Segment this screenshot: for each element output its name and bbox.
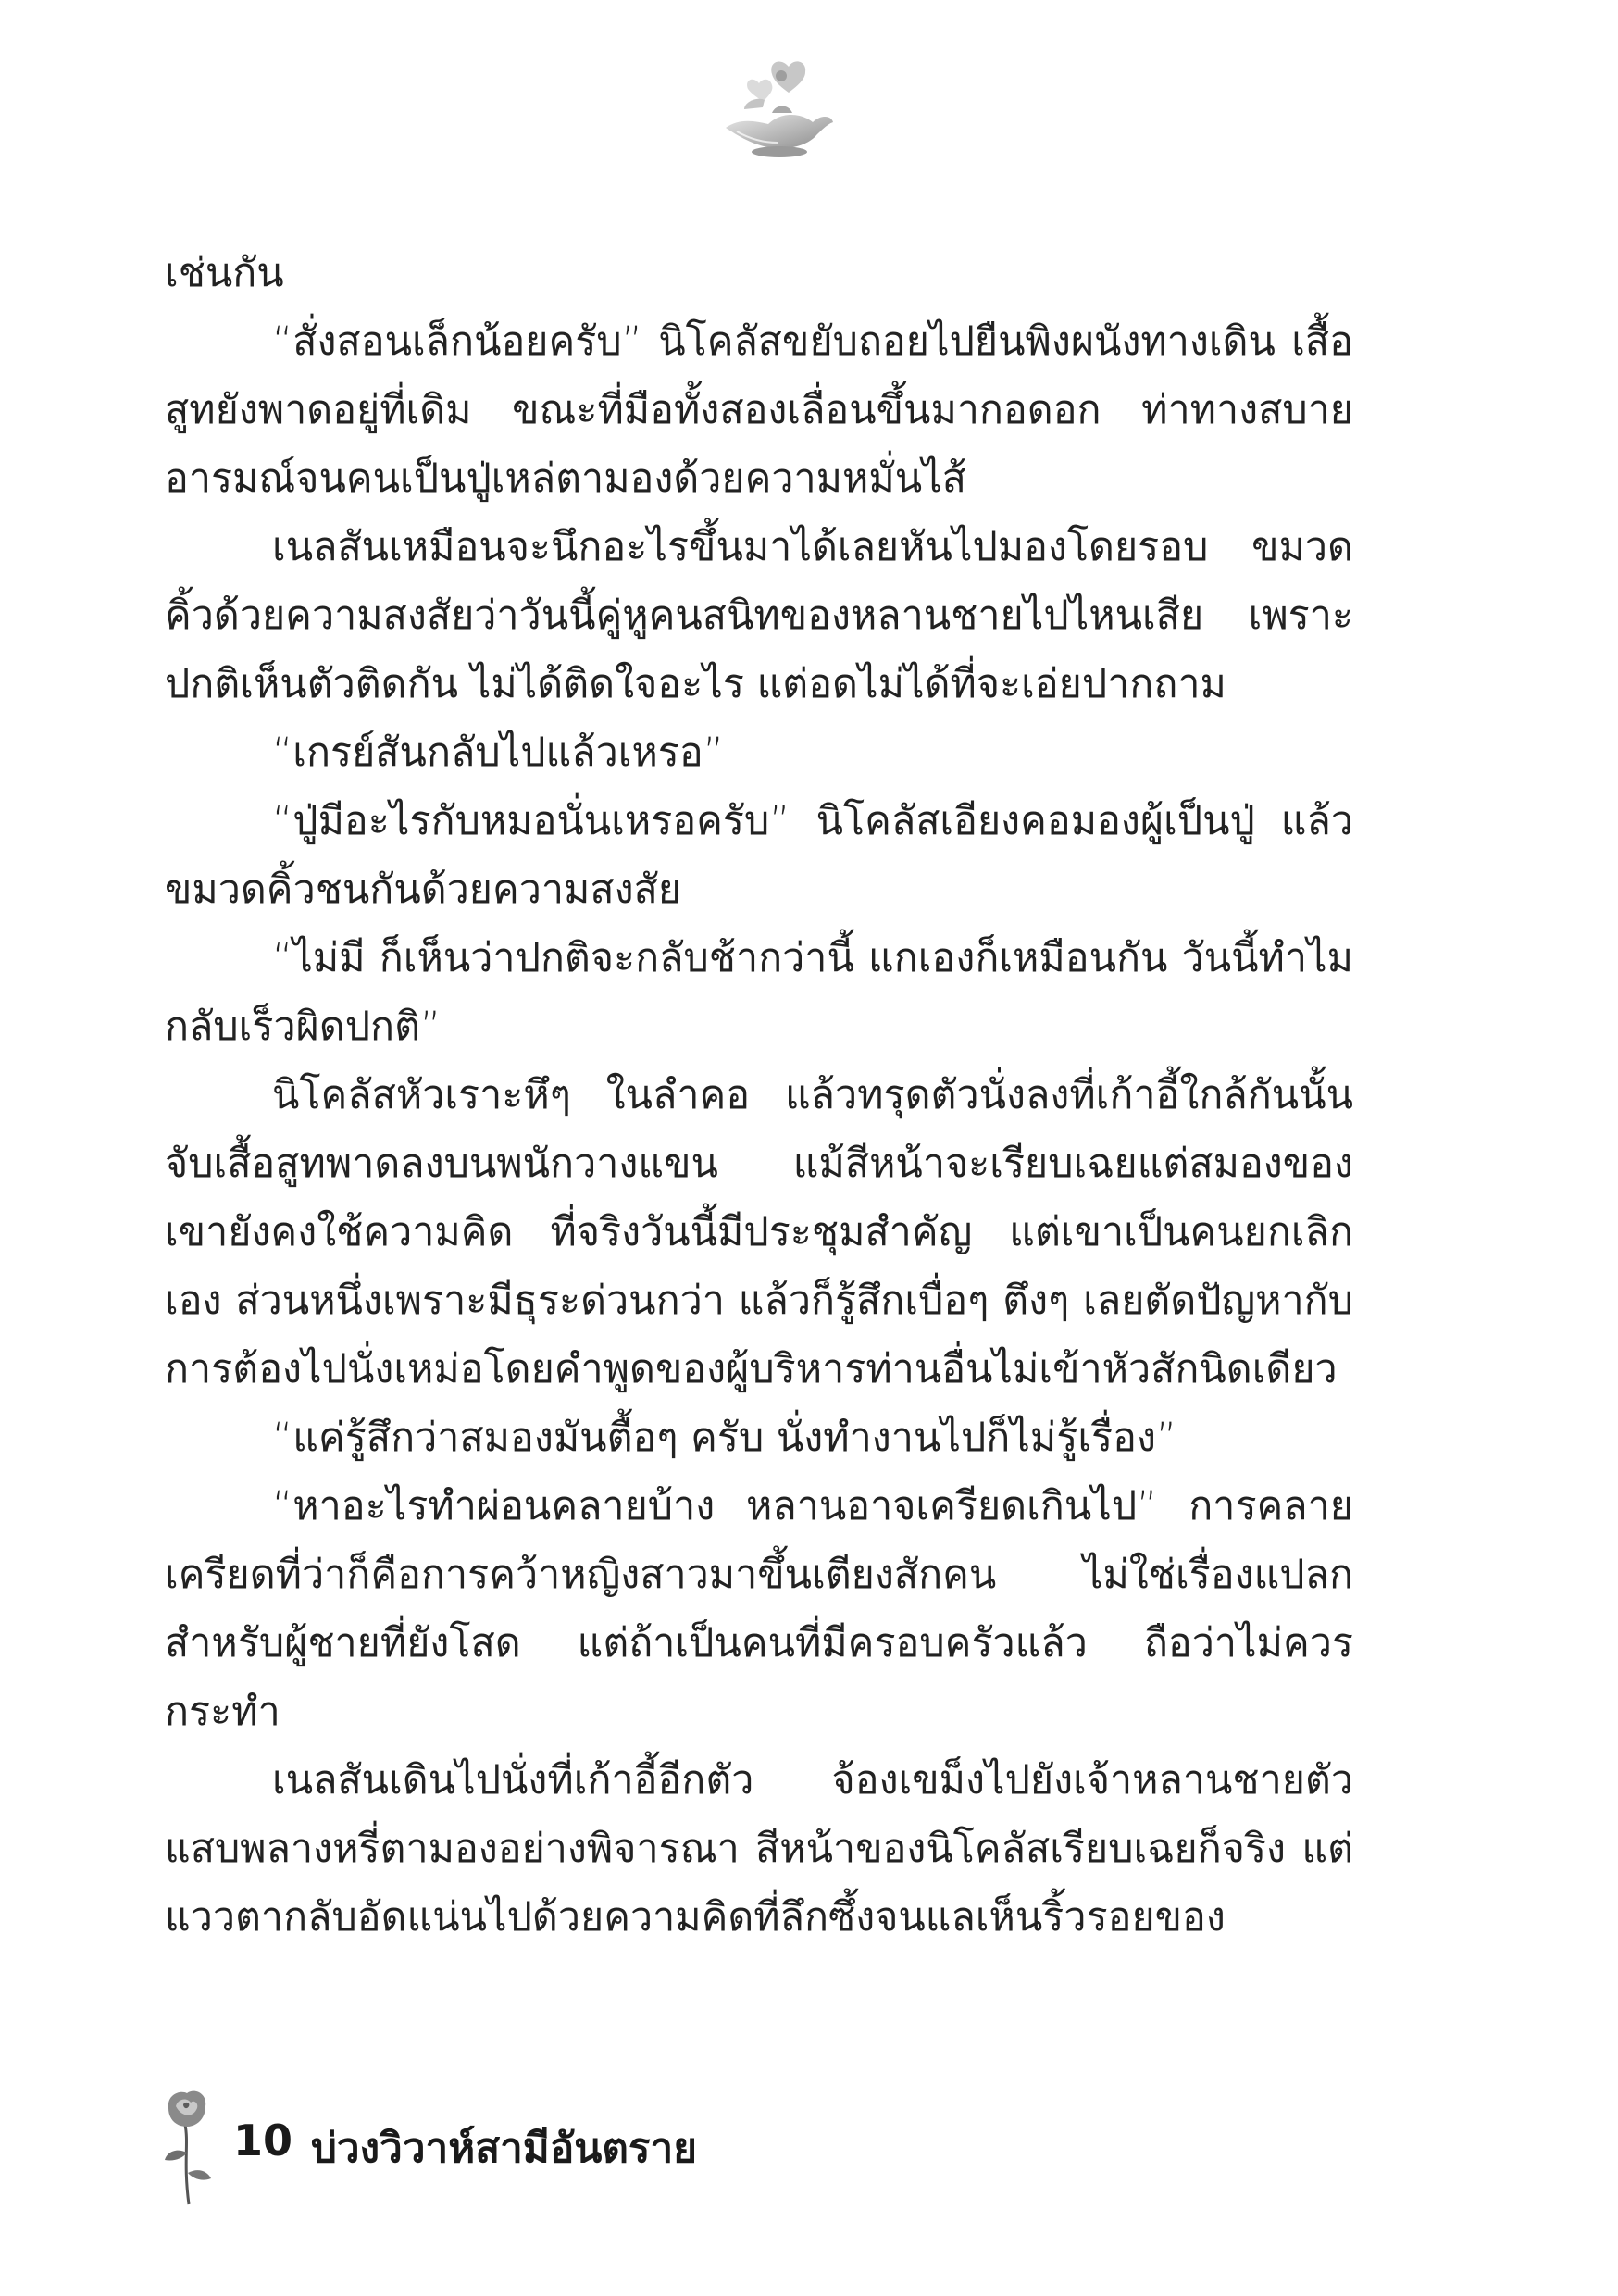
genie-lamp-ornament-icon	[716, 56, 837, 167]
paragraph: นิโคลัสหัวเราะหึๆ ในลำคอ แล้วทรุดตัวนั่งลงที่เก้าอี้ใกล้กันนั้น จับเสื้อสูทพาดลงบนพนักวางแขน แม้สีหน้าจะเรียบเฉยแต่สมองของเขายังคงใช้ความคิด ที่จริงวันนี้มีประชุมสำคัญ แต่เขาเป็นคนยกเลิกเอง ส่วนหนึ่งเพราะมีธุระด่วนกว่า แล้วก็รู้สึกเบื่อๆ ตึงๆ เลยตัดปัญหากับการต้องไปนั่งเหม่อโดยคำพูดของผู้บริหารท่านอื่นไม่เข้าหัวสักนิดเดียว	[165, 1072, 1353, 1392]
page-number: 10	[233, 2115, 293, 2165]
paragraph: “สั่งสอนเล็กน้อยครับ” นิโคลัสขยับถอยไปยืนพิงผนังทางเดิน เสื้อสูทยังพาดอยู่ที่เดิม ขณะที่มือทั้งสองเลื่อนขึ้นมากอดอก ท่าทางสบายอารมณ์จนคนเป็นปู่เหล่ตามองด้วยความหมั่นไส้	[165, 318, 1353, 502]
paragraph: เนลสันเหมือนจะนึกอะไรขึ้นมาได้เลยหันไปมองโดยรอบ ขมวดคิ้วด้วยความสงสัยว่าวันนี้คู่หูคนสนิทของหลานชายไปไหนเสีย เพราะปกติเห็นตัวติดกัน ไม่ได้ติดใจอะไร แต่อดไม่ได้ที่จะเอ่ยปากถาม	[165, 524, 1353, 707]
paragraph: “แค่รู้สึกว่าสมองมันตื้อๆ ครับ นั่งทำงานไปก็ไม่รู้เรื่อง”	[272, 1415, 1177, 1461]
paragraph: เช่นกัน	[165, 250, 284, 296]
rose-icon	[157, 2088, 222, 2208]
paragraph: เนลสันเดินไปนั่งที่เก้าอี้อีกตัว จ้องเขม็งไปยังเจ้าหลานชายตัวแสบพลางหรี่ตามองอย่างพิจารณา สีหน้าของนิโคลัสเรียบเฉยก็จริง แต่แววตากลับอัดแน่นไปด้วยความคิดที่ลึกซึ้งจนแลเห็นริ้วรอยของ	[165, 1757, 1353, 1940]
paragraph: “หาอะไรทำผ่อนคลายบ้าง หลานอาจเครียดเกินไป” การคลายเครียดที่ว่าก็คือการคว้าหญิงสาวมาขึ้นเตียงสักคน ไม่ใช่เรื่องแปลกสำหรับผู้ชายที่ยังโสด แต่ถ้าเป็นคนที่มีครอบครัวแล้ว ถือว่าไม่ควรกระทำ	[165, 1483, 1353, 1735]
paragraph: “เกรย์สันกลับไปแล้วเหรอ”	[272, 730, 724, 776]
paragraph: “ปู่มีอะไรกับหมอนั่นเหรอครับ” นิโคลัสเอียงคอมองผู้เป็นปู่ แล้วขมวดคิ้วชนกันด้วยความสงสัย	[165, 798, 1353, 913]
book-title: บ่วงวิวาห์สามีอันตราย	[311, 2125, 698, 2172]
body-text	[165, 239, 1353, 1952]
paragraph: “ไม่มี ก็เห็นว่าปกติจะกลับช้ากว่านี้ แกเองก็เหมือนกัน วันนี้ทำไมกลับเร็วผิดปกติ”	[165, 935, 1353, 1050]
page-footer	[157, 2088, 990, 2208]
